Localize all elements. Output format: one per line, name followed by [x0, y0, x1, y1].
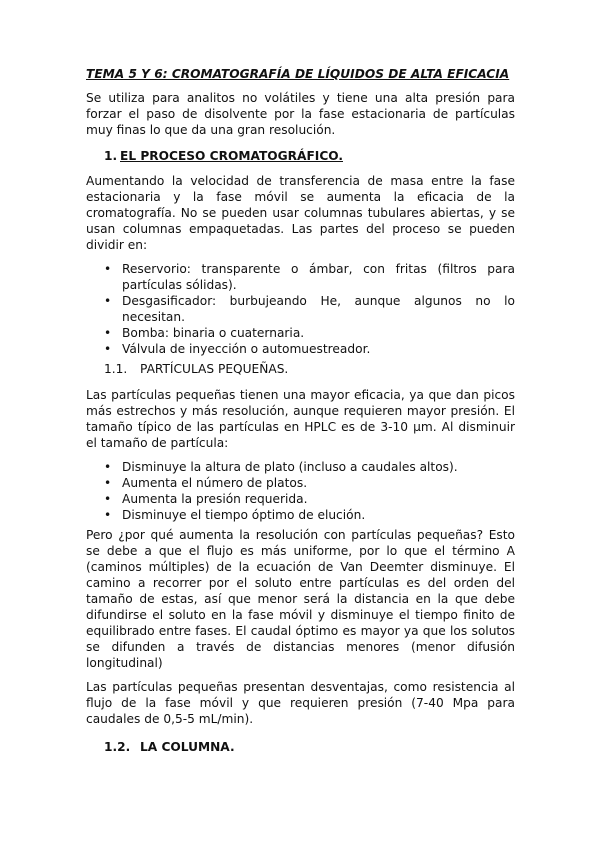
subsection-number: 1.2.: [104, 740, 131, 754]
list-item: • Reservorio: transparente o ámbar, con fritas (filtros para partículas sólidas).: [104, 262, 515, 292]
list-item: • Aumenta la presión requerida.: [104, 492, 308, 506]
process-parts-list: [86, 261, 515, 357]
list-item: • Disminuye la altura de plato (incluso a caudales altos).: [104, 460, 458, 474]
section-number: 1.: [104, 149, 118, 163]
list-item: • Desgasificador: burbujeando He, aunque algunos no lo necesitan.: [104, 294, 515, 324]
particulas-paragraph: Las partículas pequeñas tienen una mayor eficacia, ya que dan picos más estrechos y más resolución, aunque requieren mayor presión. El tamaño típico de las partículas en HPLC es de 3-10 µm. Al disminuir el tamaño de partícula:: [86, 388, 515, 450]
bullet-icon: •: [104, 476, 112, 490]
bullet-icon: •: [104, 262, 112, 276]
bullet-icon: •: [104, 342, 112, 356]
document-title: TEMA 5 Y 6: CROMATOGRAFÍA DE LÍQUIDOS DE ALTA EFICACIA: [86, 67, 510, 81]
subsection-title-text: PARTÍCULAS PEQUEÑAS.: [140, 362, 289, 376]
subsection-heading-particulas: [104, 361, 515, 377]
bullet-icon: •: [104, 326, 112, 340]
section-proceso-paragraph: Aumentando la velocidad de transferencia de masa entre la fase estacionaria y la fase móvil se aumenta la eficacia de la cromatografía. No se pueden usar columnas tubulares abiertas, y se usan columnas empaquetadas. Las partes del proceso se pueden dividir en:: [86, 174, 515, 252]
document-page: [86, 66, 515, 765]
bullet-icon: •: [104, 508, 112, 522]
bullet-icon: •: [104, 460, 112, 474]
disadvantages-paragraph: Las partículas pequeñas presentan desventajas, como resistencia al flujo de la fase móvil y que requieren presión (7-40 Mpa para caudales de 0,5-5 mL/min).: [86, 680, 515, 726]
section-title-text: EL PROCESO CROMATOGRÁFICO.: [120, 149, 343, 163]
list-item: • Bomba: binaria o cuaternaria.: [104, 326, 305, 340]
particle-effects-list: [86, 459, 515, 523]
intro-paragraph: Se utiliza para analitos no volátiles y tiene una alta presión para forzar el paso de disolvente por la fase estacionaria de partículas muy finas lo que da una gran resolución.: [86, 91, 515, 137]
subsection-number: 1.1.: [104, 362, 128, 376]
subsection-heading-columna: [104, 739, 515, 755]
section-heading-proceso: [104, 148, 515, 164]
list-item: • Disminuye el tiempo óptimo de elución.: [104, 508, 366, 522]
subsection-title-text: LA COLUMNA.: [140, 740, 235, 754]
resolution-paragraph: Pero ¿por qué aumenta la resolución con partículas pequeñas? Esto se debe a que el flujo es más uniforme, por lo que el término A (caminos múltiples) de la ecuación de Van Deemter disminuye. El camino a recorrer por el soluto entre partículas es del orden del tamaño de estas, así que menor será la distancia en la que debe difundirse el soluto en la fase móvil y disminuye el tiempo finito de equilibrado entre fases. El caudal óptimo es mayor ya que los solutos se difunden a través de distancias menores (menor difusión longitudinal): [86, 528, 515, 670]
list-item: • Válvula de inyección o automuestreador.: [104, 342, 371, 356]
bullet-icon: •: [104, 294, 112, 308]
list-item: • Aumenta el número de platos.: [104, 476, 308, 490]
bullet-icon: •: [104, 492, 112, 506]
